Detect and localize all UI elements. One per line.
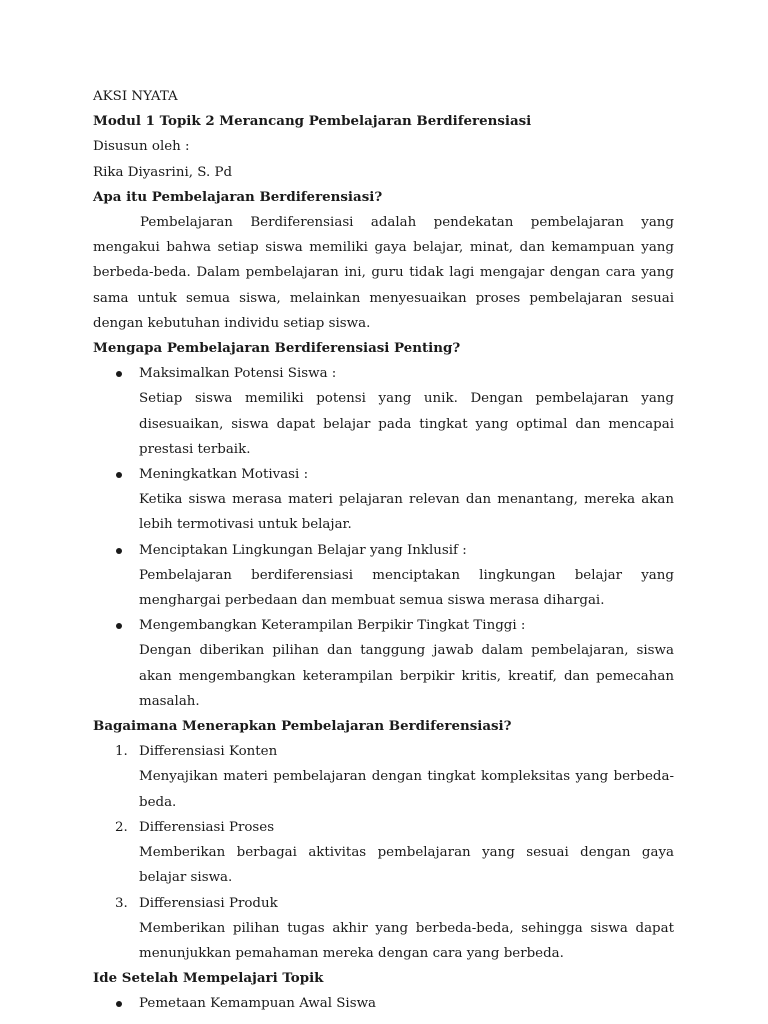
list-item [93,739,674,815]
bullet-list-why [93,361,674,714]
list-item [93,538,674,614]
module-title: Modul 1 Topik 2 Merancang Pembelajaran Berdiferensiasi [93,113,532,130]
list-item [93,361,674,462]
list-item-description: Menyajikan materi pembelajaran dengan tingkat kompleksitas yang berbeda-beda. [139,769,674,810]
list-item-title: Maksimalkan Potensi Siswa : [139,366,337,382]
list-number: 1. [115,744,128,760]
list-item-title: Meningkatkan Motivasi : [139,467,309,483]
list-item [93,891,674,967]
list-item-description: Setiap siswa memiliki potensi yang unik. Dengan pembelajaran yang disesuaikan, siswa dapat belajar pada tingkat yang optimal dan mencapai prestasi terbaik. [139,391,674,457]
section-heading-why: Mengapa Pembelajaran Berdiferensiasi Penting? [93,340,461,357]
list-item-description: Ketika siswa merasa materi pelajaran relevan dan menantang, mereka akan lebih termotivasi untuk belajar. [139,492,674,533]
list-item-title: Mengembangkan Keterampilan Berpikir Tingkat Tinggi : [139,618,526,634]
author-label: Disusun oleh : [93,139,190,155]
section-paragraph-what: Pembelajaran Berdiferensiasi adalah pendekatan pembelajaran yang mengakui bahwa setiap siswa memiliki gaya belajar, minat, dan kemampuan yang berbeda-beda. Dalam pembelajaran ini, guru tidak lagi mengajar dengan cara yang sama untuk semua siswa, melainkan menyesuaikan proses pembelajaran sesuai dengan kebutuhan individu setiap siswa. [93,215,674,331]
list-item-description: Dengan diberikan pilihan dan tanggung jawab dalam pembelajaran, siswa akan mengembangkan keterampilan berpikir kritis, kreatif, dan pemecahan masalah. [139,643,674,709]
bullet-icon [116,623,122,629]
list-item-title: Menciptakan Lingkungan Belajar yang Inklusif : [139,542,467,558]
document-label: AKSI NYATA [93,89,178,104]
section-heading-ideas: Ide Setelah Mempelajari Topik [93,970,324,987]
author-name: Rika Diyasrini, S. Pd [93,164,233,180]
list-item [93,613,674,714]
list-item-title: Differensiasi Proses [139,819,275,835]
numbered-list-how [93,739,674,966]
list-item [93,815,674,891]
list-item-title: Differensiasi Konten [139,744,278,760]
bullet-list-ideas [93,991,674,1016]
list-item [93,462,674,538]
section-heading-how: Bagaimana Menerapkan Pembelajaran Berdiferensiasi? [93,718,512,735]
document-page [93,84,674,1017]
section-heading-what: Apa itu Pembelajaran Berdiferensiasi? [93,188,383,205]
list-item-description: Pembelajaran berdiferensiasi menciptakan lingkungan belajar yang menghargai perbedaan dan membuat semua siswa merasa dihargai. [139,567,674,609]
list-item-title: Pemetaan Kemampuan Awal Siswa [139,996,377,1012]
bullet-icon [116,548,122,554]
list-item [93,991,674,1016]
list-item-description: Memberikan berbagai aktivitas pembelajaran yang sesuai dengan gaya belajar siswa. [139,845,674,886]
list-number: 3. [115,895,128,911]
list-item-title: Differensiasi Produk [139,895,278,911]
list-item-description: Memberikan pilihan tugas akhir yang berbeda-beda, sehingga siswa dapat menunjukkan pemahaman mereka dengan cara yang berbeda. [139,920,674,961]
bullet-icon [116,472,122,478]
list-number: 2. [115,819,128,835]
bullet-icon [116,1001,122,1007]
bullet-icon [116,371,122,377]
